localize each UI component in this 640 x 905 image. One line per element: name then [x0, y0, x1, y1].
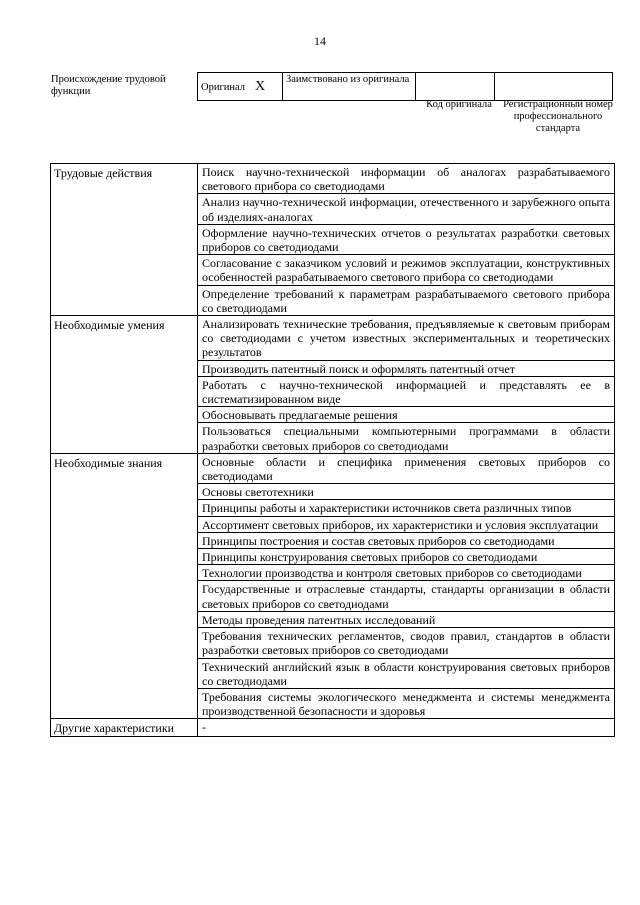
table-row	[51, 316, 615, 361]
item-cell: Требования технических регламентов, сводов правил, стандартов в области разработки световых приборов со светодиодами	[198, 628, 615, 658]
table-row	[51, 164, 615, 194]
item-cell: Принципы построения и состав световых приборов со светодиодами	[198, 532, 615, 548]
origin-table	[197, 72, 613, 101]
category-cell: Трудовые действия	[51, 164, 198, 316]
original-label: Оригинал	[201, 81, 245, 93]
table-row	[51, 719, 615, 736]
code-original-label: Код оригинала	[426, 99, 492, 110]
item-cell: Оформление научно-технических отчетов о результатах разработки световых приборов со светодиодами	[198, 224, 615, 254]
item-cell: Определение требований к параметрам разрабатываемого светового прибора со светодиодами	[198, 285, 615, 315]
category-cell: Другие характеристики	[51, 719, 198, 736]
page-number: 14	[314, 34, 326, 48]
item-cell: Принципы работы и характеристики источников света различных типов	[198, 500, 615, 516]
original-cell	[198, 73, 283, 101]
item-cell: Поиск научно-технической информации об аналогах разрабатываемого светового прибора со светодиодами	[198, 164, 615, 194]
item-cell: Государственные и отраслевые стандарты, стандарты организации в области световых приборов со светодиодами	[198, 581, 615, 611]
labor-function-table	[50, 163, 615, 737]
origin-label: Происхождение трудовой функции	[51, 74, 166, 97]
item-cell: Пользоваться специальными компьютерными программами в области разработки световых приборов со светодиодами	[198, 423, 615, 453]
item-cell: Методы проведения патентных исследований	[198, 611, 615, 627]
item-cell: Технологии производства и контроля световых приборов со светодиодами	[198, 565, 615, 581]
reg-number-cell	[495, 73, 613, 101]
category-cell: Необходимые умения	[51, 316, 198, 454]
table-row	[51, 453, 615, 483]
item-cell: Обосновывать предлагаемые решения	[198, 407, 615, 423]
item-cell: Ассортимент световых приборов, их характеристики и условия эксплуатации	[198, 516, 615, 532]
reg-number-label: Регистрационный номер профессионального стандарта	[503, 99, 613, 134]
item-cell: Производить патентный поиск и оформлять патентный отчет	[198, 360, 615, 376]
item-cell: Технический английский язык в области конструирования световых приборов со светодиодами	[198, 658, 615, 688]
item-cell: Анализировать технические требования, предъявляемые к световым приборам со светодиодами с учетом известных экспериментальных и теоретических результатов	[198, 316, 615, 361]
item-cell: Основы светотехники	[198, 484, 615, 500]
item-cell: Основные области и специфика применения световых приборов со светодиодами	[198, 453, 615, 483]
item-cell: Требования системы экологического менеджмента и системы менеджмента производственной безопасности и здоровья	[198, 688, 615, 718]
item-cell: Анализ научно-технической информации, отечественного и зарубежного опыта об изделиях-аналогах	[198, 194, 615, 224]
item-cell: Работать с научно-технической информацией и представлять ее в систематизированном виде	[198, 376, 615, 406]
item-cell: Согласование с заказчиком условий и режимов эксплуатации, конструктивных особенностей разрабатываемого светового прибора со светодиодами	[198, 255, 615, 285]
item-cell: Принципы конструирования световых приборов со светодиодами	[198, 549, 615, 565]
item-cell: -	[198, 719, 615, 736]
original-mark: X	[255, 78, 266, 94]
code-cell	[416, 73, 495, 101]
borrowed-cell: Заимствовано из оригинала	[283, 73, 416, 101]
category-cell: Необходимые знания	[51, 453, 198, 718]
